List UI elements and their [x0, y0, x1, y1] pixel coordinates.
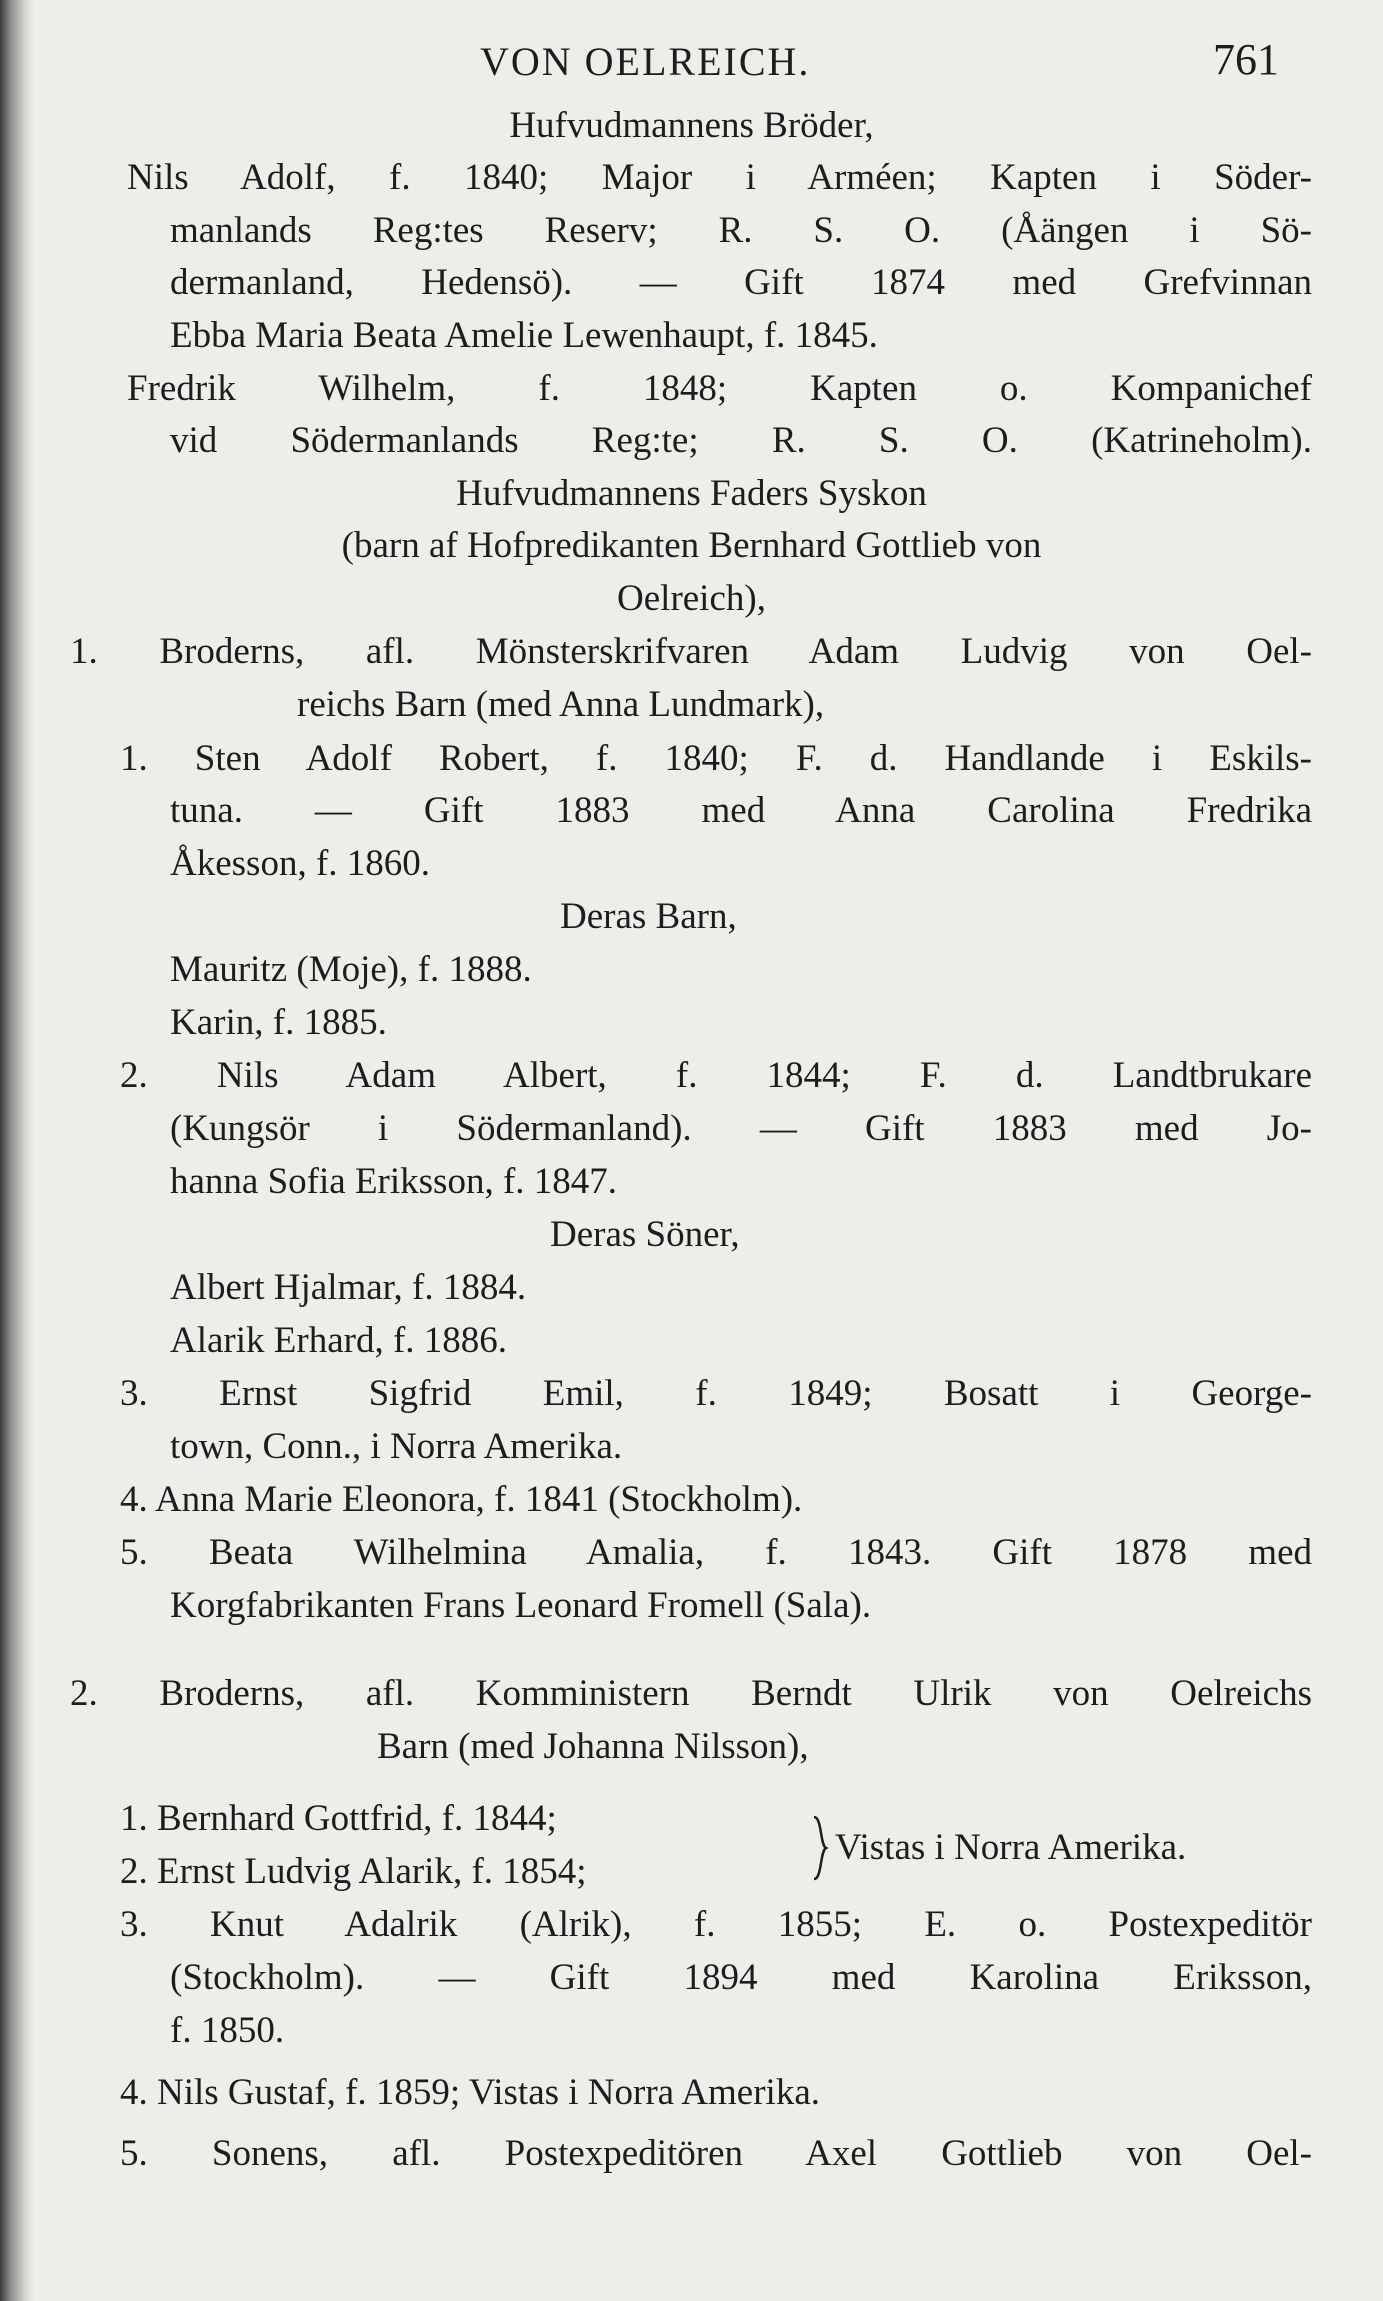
text-line: 5. Beata Wilhelmina Amalia, f. 1843. Gift 1878 med — [120, 1532, 1312, 1573]
text-line: Ebba Maria Beata Amelie Lewenhaupt, f. 1845. — [170, 315, 878, 356]
text-line: Barn (med Johanna Nilsson), — [377, 1726, 809, 1767]
text-line: Korgfabrikanten Frans Leonard Fromell (Sala). — [170, 1585, 872, 1626]
text-line: Albert Hjalmar, f. 1884. — [170, 1267, 527, 1308]
text-line: Nils Adolf, f. 1840; Major i Arméen; Kapten i Söder- — [127, 157, 1312, 198]
section-heading: Hufvudmannens Faders Syskon — [456, 473, 927, 514]
text-line: 1. Broderns, afl. Mönsterskrifvaren Adam Ludvig von Oel- — [70, 631, 1312, 672]
section-subheading: Oelreich), — [617, 578, 766, 619]
text-line: f. 1850. — [170, 2010, 285, 2051]
brace-icon — [810, 1815, 830, 1881]
text-line: (Stockholm). — Gift 1894 med Karolina Eriksson, — [170, 1957, 1312, 1998]
text-line: 1. Bernhard Gottfrid, f. 1844; — [120, 1798, 557, 1839]
text-line: Alarik Erhard, f. 1886. — [170, 1320, 508, 1361]
text-line: Fredrik Wilhelm, f. 1848; Kapten o. Kompanichef — [127, 368, 1312, 409]
text-line: hanna Sofia Eriksson, f. 1847. — [170, 1161, 618, 1202]
section-heading: Hufvudmannens Bröder, — [509, 105, 874, 146]
text-line: Åkesson, f. 1860. — [170, 843, 431, 884]
text-line: vid Södermanlands Reg:te; R. S. O. (Katrineholm). — [170, 420, 1312, 461]
text-line: 3. Knut Adalrik (Alrik), f. 1855; E. o. Postexpeditör — [120, 1904, 1312, 1945]
text-line: (Kungsör i Södermanland). — Gift 1883 med Jo- — [170, 1108, 1312, 1149]
running-title: VON OELREICH. — [480, 39, 811, 84]
text-line: 1. Sten Adolf Robert, f. 1840; F. d. Handlande i Eskils- — [120, 738, 1312, 779]
text-line: 2. Broderns, afl. Komministern Berndt Ulrik von Oelreichs — [70, 1673, 1312, 1714]
text-line: Mauritz (Moje), f. 1888. — [170, 949, 532, 990]
text-line: dermanland, Hedensö). — Gift 1874 med Grefvinnan — [170, 262, 1312, 303]
text-line: reichs Barn (med Anna Lundmark), — [297, 684, 825, 725]
text-line: tuna. — Gift 1883 med Anna Carolina Fredrika — [170, 790, 1312, 831]
text-line: 2. Ernst Ludvig Alarik, f. 1854; — [120, 1851, 587, 1892]
text-line: Karin, f. 1885. — [170, 1002, 387, 1043]
sub-heading: Deras Söner, — [550, 1214, 740, 1255]
text-line: 3. Ernst Sigfrid Emil, f. 1849; Bosatt i George- — [120, 1373, 1312, 1414]
page-header — [0, 30, 1383, 90]
text-line: 5. Sonens, afl. Postexpeditören Axel Gottlieb von Oel- — [120, 2133, 1312, 2174]
book-binding-shadow — [0, 0, 34, 2301]
section-subheading: (barn af Hofpredikanten Bernhard Gottlieb von — [341, 525, 1042, 566]
text-line: town, Conn., i Norra Amerika. — [170, 1426, 623, 1467]
text-line: 2. Nils Adam Albert, f. 1844; F. d. Landtbrukare — [120, 1055, 1312, 1096]
text-line: manlands Reg:tes Reserv; R. S. O. (Åängen i Sö- — [170, 210, 1312, 251]
sub-heading: Deras Barn, — [560, 896, 737, 937]
brace-label: Vistas i Norra Amerika. — [835, 1827, 1187, 1868]
text-line: 4. Nils Gustaf, f. 1859; Vistas i Norra Amerika. — [120, 2072, 821, 2113]
text-line: 4. Anna Marie Eleonora, f. 1841 (Stockholm). — [120, 1479, 803, 1520]
page-number: 761 — [1213, 35, 1279, 84]
